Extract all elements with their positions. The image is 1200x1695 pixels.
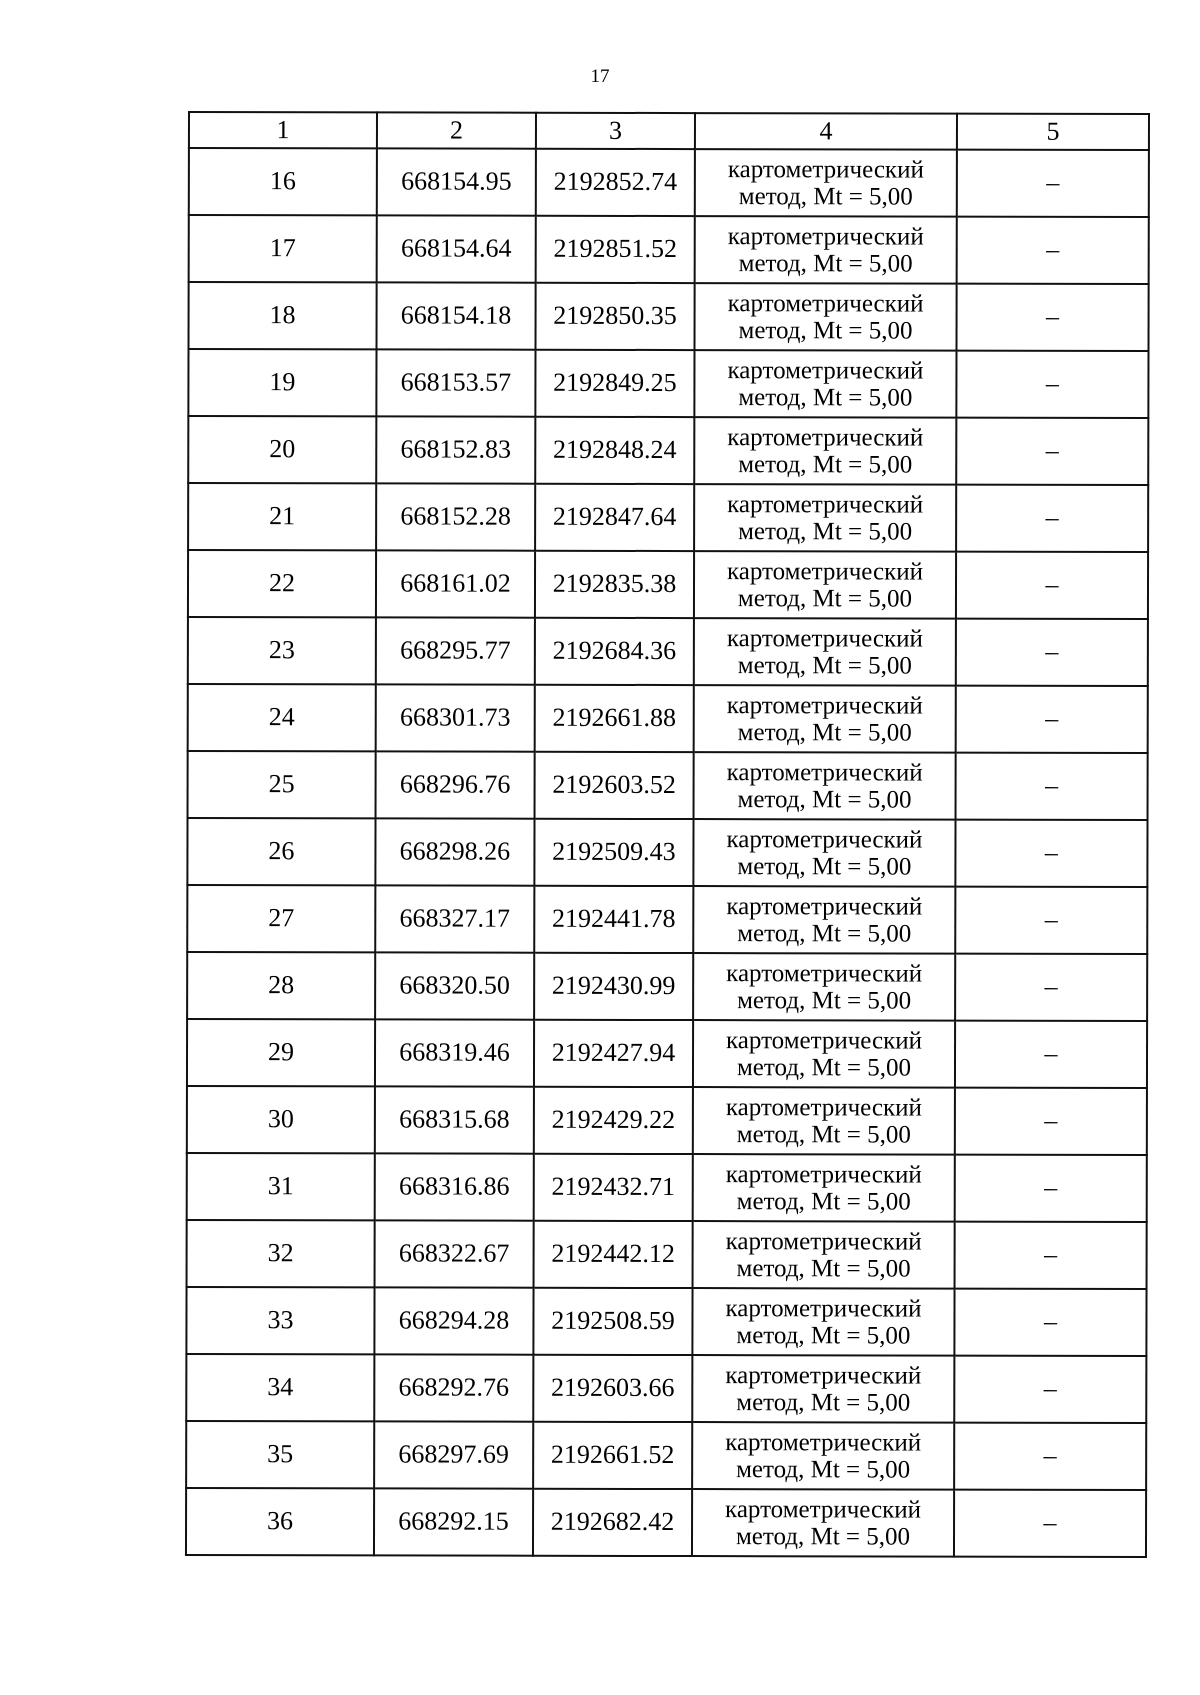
note-cell: –: [955, 1155, 1147, 1222]
table-row: [186, 1287, 1146, 1356]
point-number-cell: 28: [187, 952, 375, 1019]
y-coordinate-cell: 2192432.71: [534, 1154, 693, 1221]
x-coordinate-cell: 668316.86: [375, 1153, 534, 1220]
y-coordinate-cell: 2192430.99: [534, 953, 693, 1020]
note-cell: –: [956, 552, 1148, 619]
y-coordinate-cell: 2192850.35: [536, 283, 695, 350]
y-coordinate-cell: 2192852.74: [536, 149, 695, 216]
point-number-cell: 34: [186, 1354, 374, 1421]
note-cell: –: [954, 1356, 1146, 1423]
note-cell: –: [955, 1088, 1147, 1155]
note-cell: –: [955, 954, 1147, 1021]
x-coordinate-cell: 668319.46: [375, 1019, 534, 1086]
table-row: [188, 684, 1148, 753]
method-cell: картометрический метод, Mt = 5,00: [693, 819, 955, 887]
y-coordinate-cell: 2192441.78: [534, 886, 693, 953]
x-coordinate-cell: 668315.68: [375, 1086, 534, 1153]
x-coordinate-cell: 668294.28: [374, 1287, 533, 1354]
point-number-cell: 32: [187, 1220, 375, 1287]
y-coordinate-cell: 2192848.24: [535, 417, 694, 484]
method-cell: картометрический метод, Mt = 5,00: [695, 283, 957, 351]
point-number-cell: 26: [187, 818, 375, 885]
table-row: [188, 349, 1148, 418]
y-coordinate-cell: 2192847.64: [535, 484, 694, 551]
note-cell: –: [956, 485, 1148, 552]
table-row: [186, 1354, 1146, 1423]
point-number-cell: 16: [189, 148, 377, 215]
y-coordinate-cell: 2192429.22: [534, 1087, 693, 1154]
method-cell: картометрический метод, Mt = 5,00: [693, 1154, 955, 1222]
method-cell: картометрический метод, Mt = 5,00: [692, 1489, 954, 1557]
method-cell: картометрический метод, Mt = 5,00: [694, 685, 956, 753]
x-coordinate-cell: 668298.26: [375, 818, 534, 885]
x-coordinate-cell: 668154.95: [377, 148, 536, 215]
x-coordinate-cell: 668161.02: [376, 550, 535, 617]
column-header: 1: [189, 112, 377, 148]
x-coordinate-cell: 668295.77: [376, 617, 535, 684]
point-number-cell: 17: [189, 215, 377, 282]
table-row: [187, 952, 1147, 1021]
y-coordinate-cell: 2192661.88: [535, 685, 694, 752]
method-cell: картометрический метод, Mt = 5,00: [695, 216, 957, 284]
x-coordinate-cell: 668292.76: [374, 1354, 533, 1421]
note-cell: –: [955, 820, 1147, 887]
point-number-cell: 29: [187, 1019, 375, 1086]
point-number-cell: 33: [186, 1287, 374, 1354]
method-cell: картометрический метод, Mt = 5,00: [692, 1355, 954, 1423]
column-header: 4: [695, 113, 957, 150]
table-row: [187, 1220, 1147, 1289]
note-cell: –: [955, 1021, 1147, 1088]
y-coordinate-cell: 2192849.25: [535, 350, 694, 417]
point-number-cell: 27: [187, 885, 375, 952]
point-number-cell: 25: [188, 751, 376, 818]
note-cell: –: [955, 887, 1147, 954]
y-coordinate-cell: 2192603.66: [533, 1355, 692, 1422]
method-cell: картометрический метод, Mt = 5,00: [695, 149, 957, 217]
note-cell: –: [956, 619, 1148, 686]
x-coordinate-cell: 668296.76: [376, 751, 535, 818]
x-coordinate-cell: 668297.69: [374, 1421, 533, 1488]
note-cell: –: [956, 753, 1148, 820]
coordinates-table: [185, 111, 1150, 1558]
table-row: [187, 1086, 1147, 1155]
y-coordinate-cell: 2192851.52: [536, 216, 695, 283]
method-cell: картометрический метод, Mt = 5,00: [693, 953, 955, 1021]
y-coordinate-cell: 2192427.94: [534, 1020, 693, 1087]
table-row: [187, 1153, 1147, 1222]
y-coordinate-cell: 2192684.36: [535, 618, 694, 685]
method-cell: картометрический метод, Mt = 5,00: [694, 417, 956, 485]
x-coordinate-cell: 668152.83: [376, 416, 535, 483]
column-header: 3: [536, 113, 695, 149]
table-row: [188, 416, 1148, 485]
y-coordinate-cell: 2192603.52: [535, 752, 694, 819]
method-cell: картометрический метод, Mt = 5,00: [694, 350, 956, 418]
point-number-cell: 18: [189, 282, 377, 349]
y-coordinate-cell: 2192442.12: [534, 1221, 693, 1288]
page-number: 17: [590, 66, 610, 87]
method-cell: картометрический метод, Mt = 5,00: [692, 1288, 954, 1356]
point-number-cell: 23: [188, 617, 376, 684]
note-cell: –: [956, 284, 1148, 351]
y-coordinate-cell: 2192509.43: [534, 819, 693, 886]
table-row: [187, 1019, 1147, 1088]
table-row: [186, 1488, 1146, 1557]
note-cell: –: [957, 150, 1149, 217]
note-cell: –: [956, 686, 1148, 753]
y-coordinate-cell: 2192682.42: [533, 1489, 692, 1556]
table-row: [188, 550, 1148, 619]
method-cell: картометрический метод, Mt = 5,00: [694, 551, 956, 619]
note-cell: –: [955, 1222, 1147, 1289]
point-number-cell: 30: [187, 1086, 375, 1153]
x-coordinate-cell: 668153.57: [376, 349, 535, 416]
method-cell: картометрический метод, Mt = 5,00: [694, 752, 956, 820]
table-row: [189, 148, 1149, 217]
table-row: [187, 818, 1147, 887]
x-coordinate-cell: 668154.18: [377, 282, 536, 349]
method-cell: картометрический метод, Mt = 5,00: [694, 484, 956, 552]
point-number-cell: 31: [187, 1153, 375, 1220]
method-cell: картометрический метод, Mt = 5,00: [693, 1020, 955, 1088]
note-cell: –: [954, 1490, 1146, 1557]
point-number-cell: 21: [188, 483, 376, 550]
note-cell: –: [956, 418, 1148, 485]
x-coordinate-cell: 668320.50: [375, 952, 534, 1019]
point-number-cell: 22: [188, 550, 376, 617]
x-coordinate-cell: 668327.17: [375, 885, 534, 952]
table-body: [186, 148, 1149, 1557]
table-row: [188, 617, 1148, 686]
method-cell: картометрический метод, Mt = 5,00: [693, 886, 955, 954]
y-coordinate-cell: 2192661.52: [533, 1422, 692, 1489]
method-cell: картометрический метод, Mt = 5,00: [692, 1422, 954, 1490]
point-number-cell: 20: [188, 416, 376, 483]
x-coordinate-cell: 668322.67: [375, 1220, 534, 1287]
x-coordinate-cell: 668152.28: [376, 483, 535, 550]
x-coordinate-cell: 668301.73: [376, 684, 535, 751]
note-cell: –: [954, 1289, 1146, 1356]
point-number-cell: 35: [186, 1421, 374, 1488]
note-cell: –: [956, 351, 1148, 418]
table-row: [189, 282, 1149, 351]
point-number-cell: 24: [188, 684, 376, 751]
method-cell: картометрический метод, Mt = 5,00: [694, 618, 956, 686]
y-coordinate-cell: 2192835.38: [535, 551, 694, 618]
note-cell: –: [957, 217, 1149, 284]
point-number-cell: 19: [188, 349, 376, 416]
y-coordinate-cell: 2192508.59: [533, 1288, 692, 1355]
table-row: [188, 483, 1148, 552]
method-cell: картометрический метод, Mt = 5,00: [693, 1087, 955, 1155]
column-header: 5: [957, 114, 1149, 150]
method-cell: картометрический метод, Mt = 5,00: [693, 1221, 955, 1289]
column-header: 2: [377, 112, 536, 148]
x-coordinate-cell: 668292.15: [374, 1488, 533, 1555]
point-number-cell: 36: [186, 1488, 374, 1555]
table-row: [189, 215, 1149, 284]
x-coordinate-cell: 668154.64: [377, 215, 536, 282]
table-row: [187, 885, 1147, 954]
table-row: [186, 1421, 1146, 1490]
table-header-row: [189, 112, 1149, 150]
table-row: [188, 751, 1148, 820]
note-cell: –: [954, 1423, 1146, 1490]
